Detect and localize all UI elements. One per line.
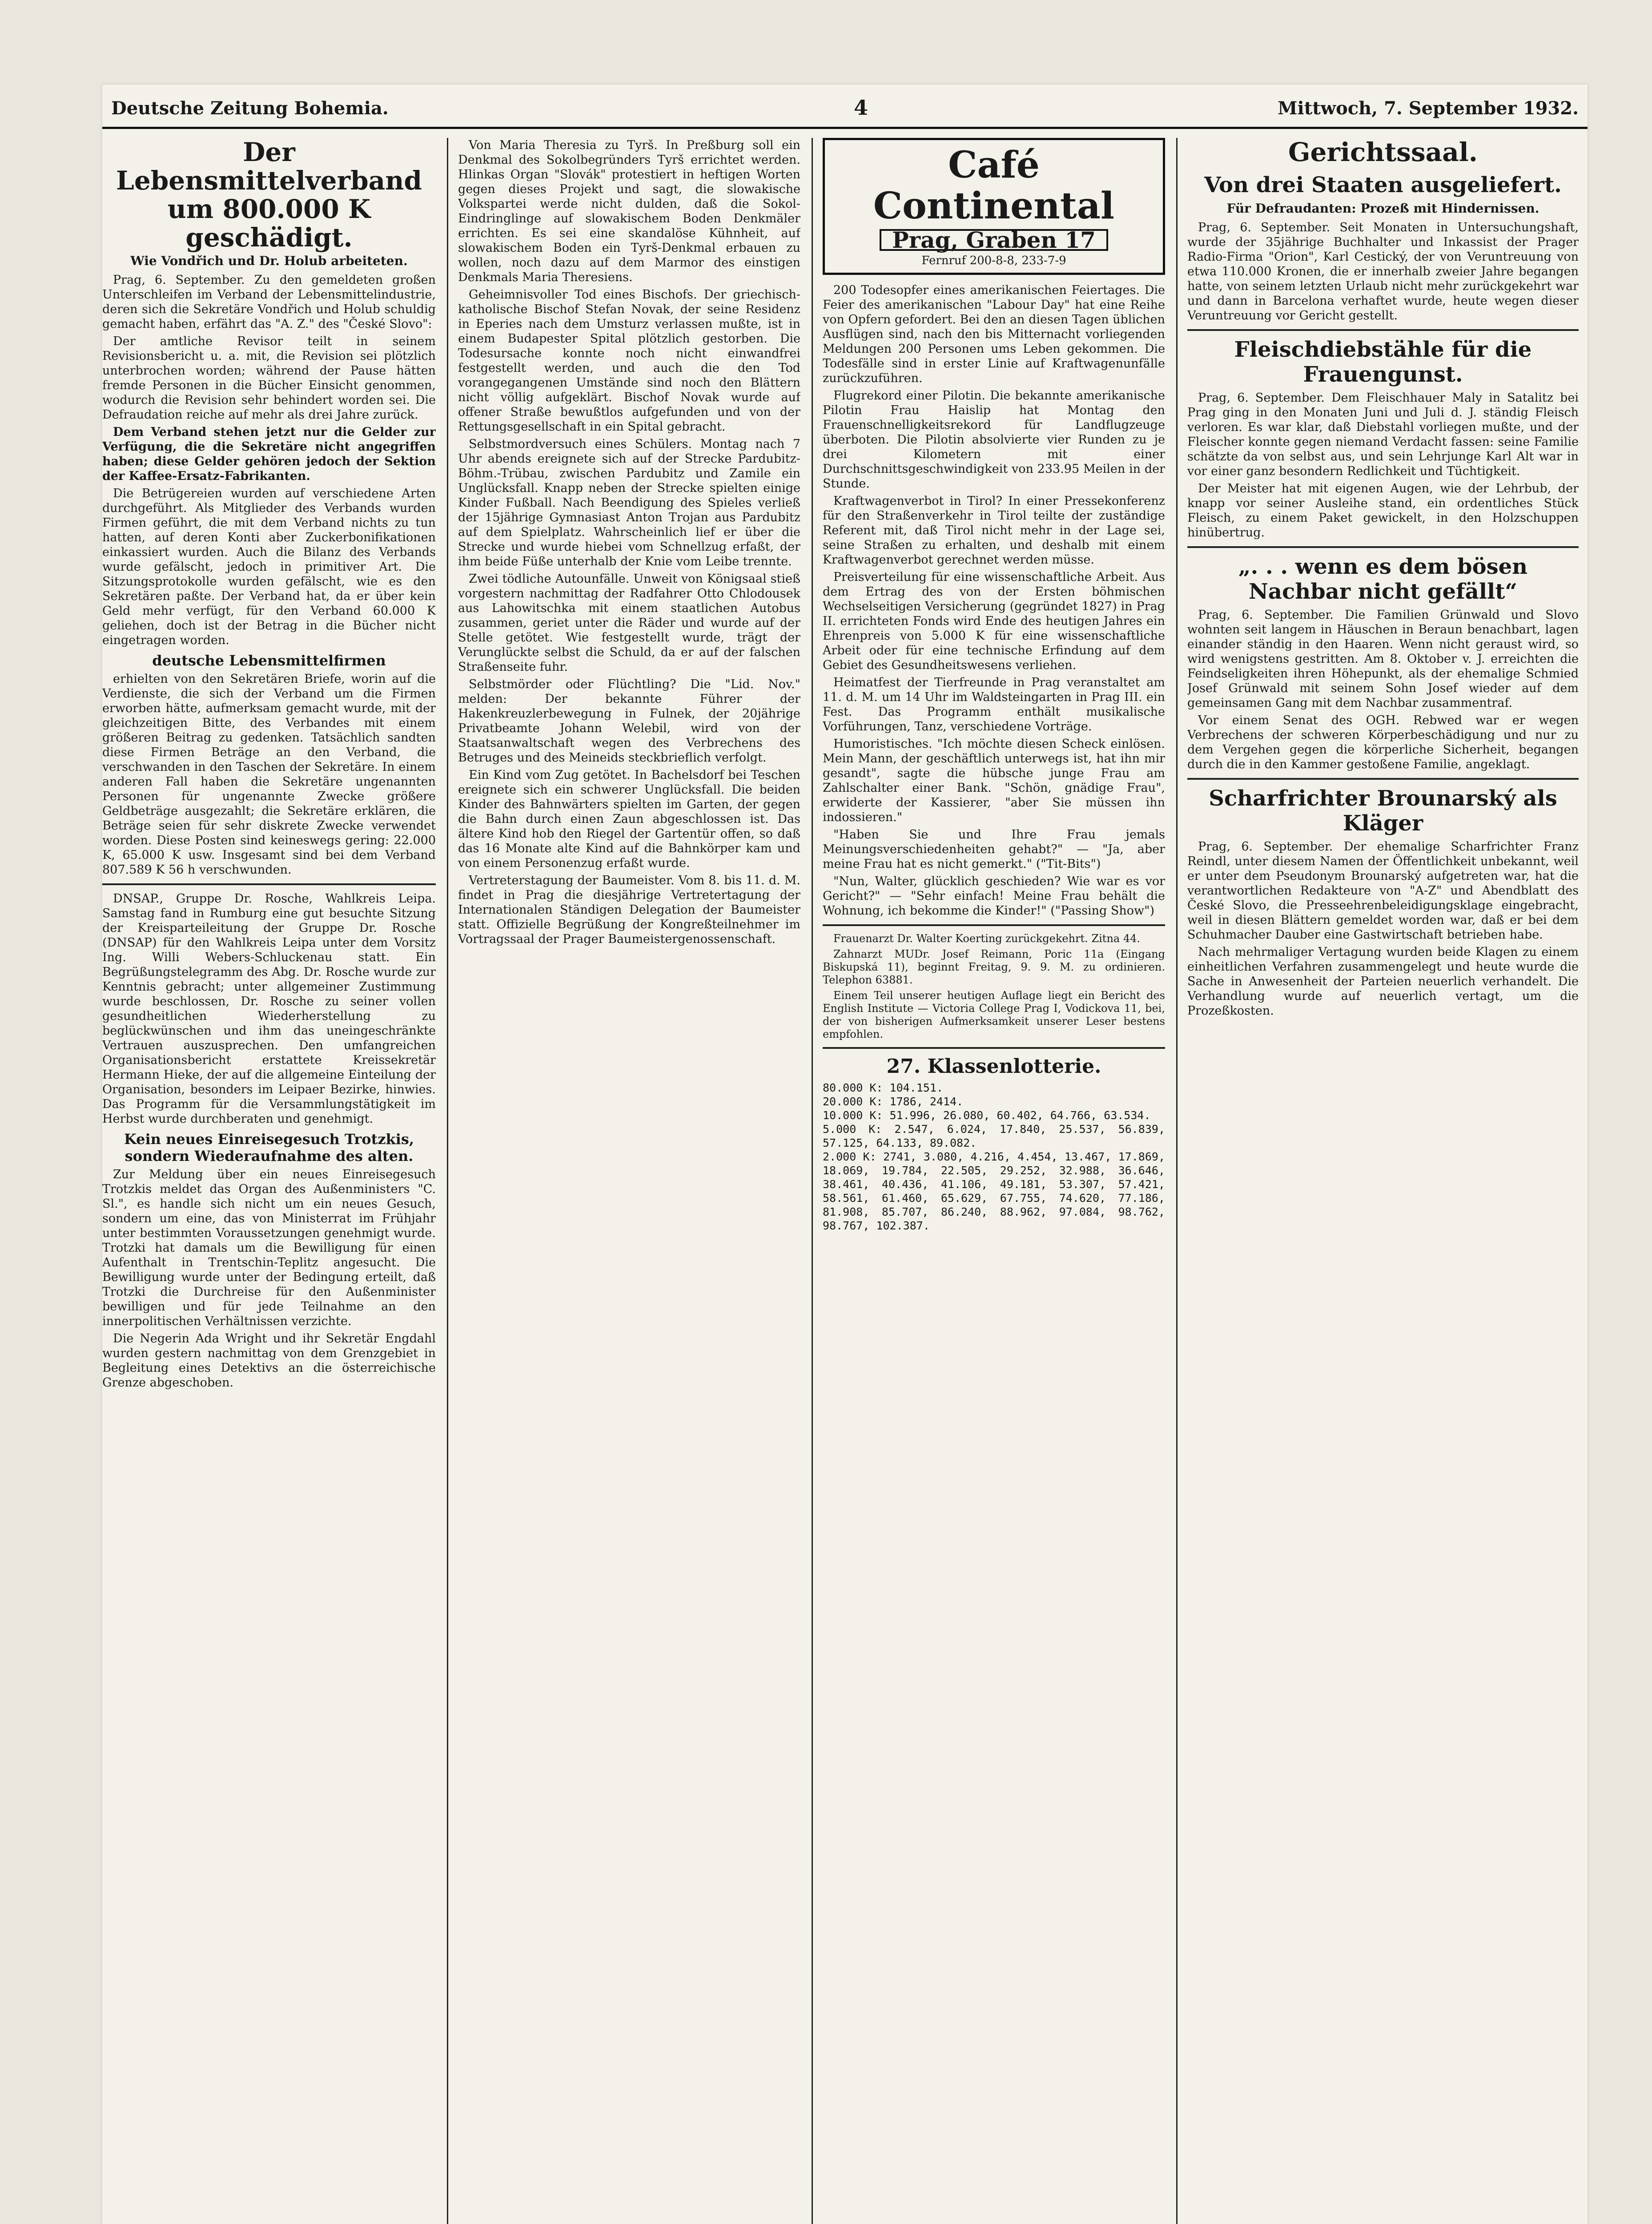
article-title: Scharfrichter Brounarský als Kläger: [1209, 786, 1557, 836]
article-paragraph: Prag, 6. September. Seit Monaten in Untersuchungshaft, wurde der 35jährige Buchhalter und Inkassist der Prager Radio-Firma "Orion", Karl Cestický, der von Veruntreuung von etwa 110.000 Kronen, die er innerhalb zweier Jahre begangen hatte, von seinem letzten Urlaub nicht mehr zurückgekehrt war und dann in Barcelona verhaftet wurde, heute wegen dieser Veruntreuung vor Gericht gestellt.: [1187, 221, 1579, 322]
article-title-lebensmittelverband: Der Lebensmittelverband um 800.000 K geschädigt.: [116, 138, 422, 253]
column-divider: [1176, 138, 1178, 2224]
ad-address: Prag, Graben 17: [880, 229, 1108, 251]
lottery-line: 10.000 K: 51.996, 26.080, 60.402, 64.766, 63.534.: [823, 1109, 1151, 1122]
ad-name: Café Continental: [873, 144, 1115, 227]
article-fluechtling: Selbstmörder oder Flüchtling? Die "Lid. Nov." melden: Der bekannte Führer der Hakenkreuzlerbewegung in Fulnek, der 20jährige Privatbeamte Johann Welebil, wird von der Staatsanwaltschaft wegen des Verbrechens des Betruges und des Meineids steckbrieflich verfolgt.: [458, 677, 800, 765]
article-paragraph: Der amtliche Revisor teilt in seinem Revisionsbericht u. a. mit, die Revision sei plötzlich unterbrochen worden; während der Pause hätten fremde Personen in die Bücher Einsicht genommen, wodurch die Revision sehr behindert worden sei. Die Defraudation reiche auf mehr als drei Jahre zurück.: [102, 334, 436, 422]
column-4: [1187, 138, 1579, 2224]
article-subtitle: Wie Vondřich und Dr. Holub arbeiteten.: [130, 254, 408, 268]
article-subtitle: Für Defraudanten: Prozeß mit Hindernissen.: [1226, 201, 1539, 216]
column-divider: [812, 138, 813, 2224]
article-autounfaelle: Zwei tödliche Autounfälle. Unweit von Königsaal stieß vorgestern nachmittag der Radfahrer Otto Chlodousek aus Lahowitschka mit einem staatlichen Autobus zusammen, geriet unter die Räder und wurde auf der Stelle getötet. Wie festgestellt wurde, trägt der Verunglückte selbst die Schuld, da er auf der falschen Straßenseite fuhr.: [458, 572, 800, 674]
column-1: [102, 138, 436, 2224]
lottery-title: 27. Klassenlotterie.: [886, 1055, 1101, 1078]
lottery-line: 2.000 K: 2741, 3.080, 4.216, 4.454, 13.467, 17.869, 18.069, 19.784, 22.505, 29.252, 32.988, 36.646, 38.461, 40.436, 41.106, 49.181, 53.307, 57.421, 58.561, 61.460, 65.629, 67.755, 74.620, 77.186, 81.908, 85.707, 86.240, 88.962, 97.084, 98.762, 98.767, 102.387.: [823, 1150, 1165, 1232]
newspaper-page: [102, 85, 1588, 2224]
article-paragraph: Vor einem Senat des OGH. Rebwed war er wegen Verbrechens der schweren Körperbeschädigung und nur zu dem Vergehen gegen die körperliche Sicherheit, begangen durch die in den Kammer gestoßene Familie, angeklagt.: [1187, 713, 1579, 771]
article-humor: "Nun, Walter, glücklich geschieden? Wie war es vor Gericht?" — "Sehr einfach! Meine Frau behält die Wohnung, ich bekomme die Kinder!" ("Passing Show"): [823, 874, 1165, 918]
article-divider: [823, 1047, 1165, 1049]
article-paragraph: Zur Meldung über ein neues Einreisegesuch Trotzkis meldet das Organ des Außenministers "C. Sl.", es handle sich nicht um ein neues Gesuch, sondern um eine, das von Ministerrat im Frühjahr unter bestimmten Voraussetzungen genehmigt wurde. Trotzki hat damals um die Bewilligung für einen Aufenthalt in Trentschin-Teplitz angesucht. Die Bewilligung wurde unter der Bedingung erteilt, daß Trotzki die Durchreise für den Außenminister bewilligen und für jede Teilnahme an den innerpolitischen Verhältnissen verzichte.: [102, 1168, 436, 1328]
article-paragraph: Die Negerin Ada Wright und ihr Sekretär Engdahl wurden gestern nachmittag von dem Grenzgebiet in Begleitung eines Detektivs an die österreichische Grenze abgeschoben.: [102, 1332, 436, 1390]
article-divider: [823, 924, 1165, 926]
article-dnsap: DNSAP., Gruppe Dr. Rosche, Wahlkreis Leipa. Samstag fand in Rumburg eine gut besuchte Sitzung der Kreisparteileitung der Gruppe Dr. Rosche (DNSAP) für den Wahlkreis Leipa unter dem Vorsitz Ing. Willi Webers-Schluckenau statt. Ein Begrüßungstelegramm des Abg. Dr. Rosche wurde zur Kenntnis gebracht; unter allgemeiner Zustimmung wurde beschlossen, Dr. Rosche zu seiner vollen gesundheitlichen Wiederherstellung zu beglückwünschen und ihm das uneingeschränkte Vertrauen auszusprechen. Den umfangreichen Organisationsbericht erstattete Kreissekretär Hermann Hieke, der auf die allgemeine Einteilung der Organisation, besonders im Leipaer Bezirke, hinwies. Das Programm für die Versammlungstätigkeit im Herbst wurde durchberaten und genehmigt.: [102, 892, 436, 1126]
article-paragraph: Dem Verband stehen jetzt nur die Gelder zur Verfügung, die die Sekretäre nicht angegriffen haben; diese Gelder gehören jedoch der Sektion der Kaffee-Ersatz-Fabrikanten.: [102, 425, 436, 483]
article-paragraph: Der Meister hat mit eigenen Augen, wie der Lehrbub, der knapp vor seiner Ausleihe stand, ein ordentliches Stück Fleisch, zu einem Paket gewickelt, in den Holzschuppen hinübertrug.: [1187, 482, 1579, 540]
notice-insert: Einem Teil unserer heutigen Auflage liegt ein Bericht des English Institute — Victoria College Prag I, Vodickova 11, bei, der von bisherigen Aufmerksamkeit unserer Leser bestens empfohlen.: [823, 989, 1165, 1040]
article-title-trotzki: Kein neues Einreisegesuch Trotzkis, sondern Wiederaufnahme des alten.: [124, 1131, 414, 1164]
newspaper-name: Deutsche Zeitung Bohemia.: [111, 98, 389, 119]
cafe-continental-ad: [823, 138, 1165, 275]
article-divider: [102, 883, 436, 885]
section-title-gerichtssaal: Gerichtssaal.: [1288, 138, 1478, 167]
article-student: Selbstmordversuch eines Schülers. Montag nach 7 Uhr abends ereignete sich auf der Strecke Pardubitz-Böhm.-Trübau, zwischen Pardubitz und Zamile ein Unglücksfall. Knapp neben der Strecke spielten einige Kinder Fußball. Nach Beendigung des Spieles verließ der 15jährige Gymnasiast Anton Trojan aus Pardubitz auf dem Spielplatz. Wahrscheinlich lief er über die Strecke und wurde hiebei vom Schnellzug erfaßt, der ihm beide Füße unterhalb der Knie vom Leibe trennte.: [458, 437, 800, 568]
article-paragraph: Prag, 6. September. Dem Fleischhauer Maly in Satalitz bei Prag ging in den Monaten Juni und Juli d. J. ständig Fleisch verloren. Es war klar, daß Diebstahl vorliegen mußte, und der Fleischer konnte gegen niemand Verdacht fassen: seine Familie schätzte da von selbst aus, und sein Lehrjunge Karl Alt war in vor einer ganz besondern Redlichkeit und Tüchtigkeit.: [1187, 391, 1579, 478]
lottery-line: 5.000 K: 2.547, 6.024, 17.840, 25.537, 56.839, 57.125, 64.133, 89.082.: [823, 1123, 1165, 1149]
article-preisverteilung: Preisverteilung für eine wissenschaftliche Arbeit. Aus dem Ertrag des von der Ersten böhmischen Wechselseitigen Versicherung (gegründet 1827) in Prag II. errichteten Fonds wird Ende des heutigen Jahres ein Ehrenpreis von 5.000 K für eine wissenschaftliche Arbeit oder für eine technische Erfindung auf dem Gebiet des Gesundheitswesens verliehen.: [823, 570, 1165, 672]
article-tierfreunde: Heimatfest der Tierfreunde in Prag veranstaltet am 11. d. M. um 14 Uhr im Waldsteingarten in Prag III. ein Fest. Das Programm enthält musikalische Vorführungen, Tanz, verschiedene Vorträge.: [823, 676, 1165, 733]
article-pilotin: Flugrekord einer Pilotin. Die bekannte amerikanische Pilotin Frau Haislip hat Montag den Frauenschnelligkeitsrekord für Landflugzeuge überboten. Die Pilotin absolvierte vier Runden zu je drei Kilometern mit einer Durchschnittsgeschwindigkeit von 233.95 Meilen in der Stunde.: [823, 389, 1165, 491]
article-humor: Humoristisches. "Ich möchte diesen Scheck einlösen. Mein Mann, der geschäftlich unterwegs ist, hat ihn mir gesandt", sagte die hübsche junge Frau am Zahlschalter einer Bank. "Schön, gnädige Frau", erwiderte der Kassierer, "aber Sie müssen ihn indossieren.": [823, 737, 1165, 824]
article-divider: [1187, 329, 1579, 331]
column-divider: [447, 138, 448, 2224]
article-title: Von drei Staaten ausgeliefert.: [1204, 173, 1562, 197]
article-paragraph: erhielten von den Sekretären Briefe, worin auf die Verdienste, die sich der Verband um die Firmen erworben hätte, aufmerksam gemacht wurde, mit der gleichzeitigen Bitte, des Verbandes mit einem größeren Beitrag zu gedenken. Tatsächlich sandten diese Firmen Beträge an den Verband, die verschwanden in den Taschen der Sekretäre. In einem anderen Fall haben die Sekretäre ungenannten Personen für ungenannte Zwecke größere Geldbeträge ausgezahlt; die Sekretäre erklären, die Beträge seien für sehr diskrete Zwecke verwendet worden. Diese Posten sind keineswegs gering: 22.000 K, 65.000 K usw. Insgesamt sind bei dem Verband 807.589 K 56 h verschwunden.: [102, 672, 436, 877]
article-divider: [1187, 546, 1579, 548]
issue-date: Mittwoch, 7. September 1932.: [1278, 98, 1579, 119]
article-divider: [1187, 778, 1579, 780]
article-tirol: Kraftwagenverbot in Tirol? In einer Pressekonferenz für den Straßenverkehr in Tirol teilte der zuständige Referent mit, daß Tirol nicht mehr in der Lage sei, seine Straßen zu erhalten, und deshalb mit einem Kraftwagenverbot gerechnet werden müsse.: [823, 494, 1165, 567]
lottery-line: 80.000 K: 104.151.: [823, 1081, 943, 1094]
ad-phone: Fernruf 200-8-8, 233-7-9: [921, 254, 1066, 267]
column-2: [458, 138, 800, 2224]
article-paragraph: Prag, 6. September. Der ehemalige Scharfrichter Franz Reindl, unter diesem Namen der Öffentlichkeit unbekannt, weil er unter dem Pseudonym Brounarský aufgetreten war, hat die verantwortlichen Redakteure von "A-Z" und Abendblatt des České Slovo, die Presseehrenbeleidigungsklage eingebracht, weil in diesen Blättern gemeldet worden war, daß er bei dem Schuhmacher Dauber eine Gastwirtschaft betrieben habe.: [1187, 840, 1579, 942]
article-labour-day: 200 Todesopfer eines amerikanischen Feiertages. Die Feier des amerikanischen "Labour Day" hat eine Reihe von Opfern gefordert. Bei den an diesen Tagen üblichen Ausflügen sind, nach den bis Mitternacht vorliegenden Meldungen 200 Personen ums Leben gekommen. Die Todesfälle sind in erster Linie auf Kraftwagenunfälle zurückzuführen.: [823, 283, 1165, 385]
lottery-line: 20.000 K: 1786, 2414.: [823, 1095, 964, 1108]
page-number: 4: [854, 96, 868, 120]
article-paragraph: Prag, 6. September. Zu den gemeldeten großen Unterschleifen im Verband der Lebensmittelindustrie, deren sich die Sekretäre Vondřich und Holub schuldig gemacht haben, erfährt das "A. Z." des "České Slovo":: [102, 273, 436, 331]
article-paragraph: Nach mehrmaliger Vertagung wurden beide Klagen zu einem einheitlichen Verfahren zusammengelegt und heute wurde die Sache in Anwesenheit der Parteien neuerlich verhandelt. Die Verhandlung wurde auf neuerlich vertagt, um die Prozeßkosten.: [1187, 945, 1579, 1018]
article-paragraph: Prag, 6. September. Die Familien Grünwald und Slovo wohnten seit langem in Häuschen in Beraun benachbart, lagen einander ständig in den Haaren. Wenn nicht geraust wird, so wird wenigstens gestritten. Am 8. Oktober v. J. erreichten die Feindseligkeiten ihren Höhepunkt, als der ehemalige Schmied Josef Grünwald mit seinem Sohn Josef wieder auf dem gemeinsamen Gang mit dem Nachbar zusammentraf.: [1187, 608, 1579, 710]
article-title: „. . . wenn es dem bösen Nachbar nicht gefällt“: [1238, 554, 1528, 604]
lottery-results: [823, 1055, 1165, 1233]
article-tyrs: Von Maria Theresia zu Tyrš. In Preßburg soll ein Denkmal des Sokolbegründers Tyrš errichtet werden. Hlinkas Organ "Slovák" protestiert in heftigen Worten gegen dieses Projekt und sagt, die slowakische Volkspartei werde nicht dulden, daß die Sokol-Eindringlinge auf slowakischem Boden Denkmäler errichten. Es sei eine skandalöse Kühnheit, auf slowakischem Boden ein Tyrš-Denkmal erbauen zu wollen, noch dazu auf dem Marmor des einstigen Denkmals Maria Theresiens.: [458, 138, 800, 284]
article-humor: "Haben Sie und Ihre Frau jemals Meinungsverschiedenheiten gehabt?" — "Ja, aber meine Frau hat es nicht gemerkt." ("Tit-Bits"): [823, 828, 1165, 871]
article-bishop: Geheimnisvoller Tod eines Bischofs. Der griechisch-katholische Bischof Stefan Novak, der seine Residenz in Eperies nach dem Umsturz verlassen mußte, ist in einem Budapester Spital plötzlich gestorben. Die Todesursache konnte noch nicht einwandfrei festgestellt werden, und auch die den Tod vorangegangenen Umstände sind noch den Blättern nicht völlig aufgeklärt. Bischof Novak wurde auf offener Straße bewußtlos aufgefunden und von der Rettungsgesellschaft in ein Spital gebracht.: [458, 288, 800, 434]
masthead: [102, 85, 1588, 129]
notice-dentist: Zahnarzt MUDr. Josef Reimann, Poric 11a (Eingang Biskupská 11), beginnt Freitag, 9. 9. M. zu ordinieren. Telephon 63881.: [823, 948, 1165, 986]
article-kind: Ein Kind vom Zug getötet. In Bachelsdorf bei Teschen ereignete sich ein schwerer Unglücksfall. Die beiden Kinder des Bahnwärters spielten im Garten, der gegen die Bahn durch einen Zaun abgeschlossen ist. Das ältere Kind hob den Riegel der Gartentür offen, so daß das 16 Monate alte Kind auf die Bahnkörper kam und von einem Personenzug erfaßt wurde.: [458, 768, 800, 870]
notice-doctor: Frauenarzt Dr. Walter Koerting zurückgekehrt. Zitna 44.: [833, 932, 1140, 945]
column-3: [823, 138, 1165, 2224]
section-heading: deutsche Lebensmittelfirmen: [152, 652, 386, 669]
article-baumeister: Vertreterstagung der Baumeister. Vom 8. bis 11. d. M. findet in Prag die diesjährige Vertretertagung der Internationalen Ständigen Delegation der Baumeister statt. Offizielle Begrüßung der Kongreßteilnehmer im Vortragssaal der Prager Baumeistergenossenschaft.: [458, 874, 800, 946]
article-title: Fleischdiebstähle für die Frauengunst.: [1234, 337, 1532, 387]
article-paragraph: Die Betrügereien wurden auf verschiedene Arten durchgeführt. Als Mitglieder des Verbands wurden Firmen geführt, die mit dem Verband nichts zu tun hatten, auf deren Konti aber Zuckerbonifikationen einkassiert wurden. Auch die Bilanz des Verbands wurde gefälscht, jedoch in primitiver Art. Die Sitzungsprotokolle wurden gefälscht, wie es den Sekretären paßte. Der Verband hat, da er über kein Geld mehr verfügt, für den Verband 60.000 K geliehen, doch ist der Betrag in die Bücher nicht eingetragen worden.: [102, 487, 436, 647]
